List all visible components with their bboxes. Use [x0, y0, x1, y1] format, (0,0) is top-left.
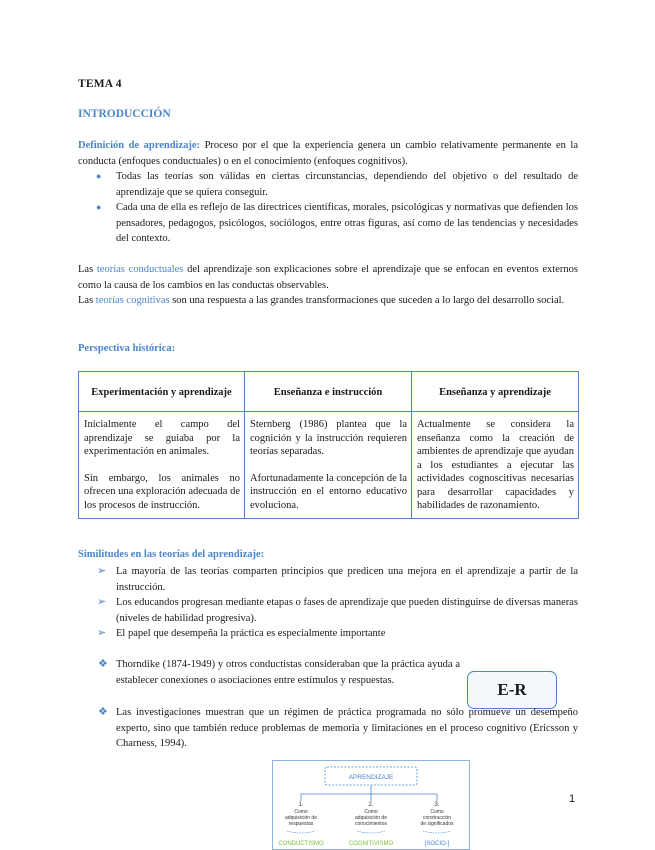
table-cell: Sternberg (1986) plantea que la cognición y la instrucción requieren teorías separadas. Afortunadamente la concepción de la instrucción en el entorno educativo evoluciona.	[245, 412, 412, 519]
diagram-label: COGNITIVISMO	[348, 841, 394, 847]
svg-text:de significados: de significados	[420, 821, 454, 827]
practica-item-1	[78, 657, 460, 688]
perspectiva-heading: Perspectiva histórica:	[78, 343, 176, 354]
page-number: 1	[569, 793, 576, 805]
svg-text:Como: Como	[430, 809, 444, 815]
svg-text:adquisición de: adquisición de	[285, 815, 317, 821]
learning-diagram	[272, 760, 470, 850]
table-header-cell: Enseñanza y aprendizaje	[412, 372, 579, 412]
cognitiva-sentence: Las teorías cognitivas son una respuesta a las grandes transformaciones que suceden a lo largo del desarrollo social.	[78, 295, 565, 306]
definition-paragraph	[78, 138, 578, 247]
page-title: TEMA 4	[78, 78, 122, 90]
list-item: ● Cada una de ella es reflejo de las directrices científicas, morales, psicológicas y normativas que defienden los pensadores, pedagogos, psicólogos, sociólogos, entre otras figuras, así como de las tendencias y necesidades del contexto.	[96, 202, 578, 244]
theories-paragraph	[78, 262, 578, 309]
svg-text:respuestas: respuestas	[288, 821, 314, 827]
table-cell: Inicialmente el campo del aprendizaje se guiaba por la experimentación en animales. Sin embargo, los animales no ofrecen una exploración adecuada de los procesos de instrucción.	[79, 412, 245, 519]
list-item: ➢ Los educandos progresan mediante etapas o fases de aprendizaje que pueden distinguirse de diversas maneras (niveles de habilidad progresiva).	[97, 596, 578, 624]
diamond-bullet-icon: ❖	[98, 658, 108, 670]
learning-diagram-svg	[273, 761, 469, 849]
arrow-bullet-icon: ➢	[97, 596, 107, 608]
arrow-bullet-icon: ➢	[97, 565, 107, 577]
diamond-bullet-icon: ❖	[98, 706, 108, 718]
conductual-sentence: Las teorías conductuales del aprendizaje son explicaciones sobre el aprendizaje que se enfocan en eventos externos como la causa de los cambios en las conductas observables.	[78, 264, 578, 291]
svg-text:1.: 1.	[298, 802, 304, 808]
diagram-node-2	[349, 802, 394, 847]
diagram-label: [SOCIO-]	[424, 841, 450, 847]
definition-label: Definición de aprendizaje:	[78, 140, 201, 151]
list-item: ➢ La mayoría de las teorías comparten principios que predicen una mejora en el aprendizaje a partir de la instrucción.	[97, 565, 578, 593]
bullet-dot-icon: ●	[96, 202, 102, 212]
svg-text:Como: Como	[364, 809, 378, 815]
svg-text:2.: 2.	[368, 802, 374, 808]
node-underline	[357, 831, 385, 833]
definition-bullet-list	[78, 169, 578, 247]
similitudes-heading: Similitudes en las teorías del aprendizaje:	[78, 549, 265, 560]
list-item: ➢ El papel que desempeña la práctica es especialmente importante	[78, 626, 578, 642]
list-item: ❖ Thorndike (1874-1949) y otros conductistas consideraban que la práctica ayuda a establecer conexiones o asociaciones entre estímulos y respuestas.	[98, 658, 460, 686]
definition-text: Proceso por el que la experiencia genera un cambio relativamente permanente en la conducta (enfoques conductuales) o en el conocimiento (enfoques cognitivos).	[78, 140, 578, 167]
intro-heading: INTRODUCCIÓN	[78, 108, 171, 120]
svg-text:3.: 3.	[434, 802, 440, 808]
diagram-node-3	[420, 802, 454, 847]
list-item: ❖ Las investigaciones muestran que un régimen de práctica programada no sólo promueve un desempeño experto, sino que también reduce problemas de memoria y limitaciones en el proceso cognitivo (Ericsson y Charness, 1994).	[98, 706, 578, 749]
node-underline	[423, 831, 451, 833]
bullet-dot-icon: ●	[96, 171, 102, 181]
table-row	[79, 412, 579, 519]
perspectiva-table	[78, 371, 579, 519]
er-box: E-R	[467, 671, 557, 709]
similitudes-list-wrap	[78, 564, 578, 642]
diagram-root: APRENDIZAJE	[348, 774, 394, 781]
arrow-bullet-icon: ➢	[97, 627, 107, 639]
table-header-row	[79, 372, 579, 412]
node-underline	[287, 831, 315, 833]
svg-text:construcción: construcción	[422, 815, 452, 821]
table-header-cell: Enseñanza e instrucción	[245, 372, 412, 412]
conductual-link[interactable]: teorías conductuales	[96, 264, 184, 275]
svg-text:Como: Como	[294, 809, 308, 815]
table-cell: Actualmente se considera la enseñanza como la creación de ambientes de aprendizaje que ayudan a los estudiantes a ejecutar las actividades cognoscitivas necesarias para desarrollar capacidades y habilidades de razonamiento.	[412, 412, 579, 519]
table-header-cell: Experimentación y aprendizaje	[79, 372, 245, 412]
diagram-label: CONDUCTISMO	[278, 841, 324, 847]
svg-text:adquisición de: adquisición de	[355, 815, 387, 821]
list-item: ● Todas las teorías son válidas en ciertas circunstancias, dependiendo del objetivo o del resultado de aprendizaje que se quiera conseguir.	[96, 171, 578, 198]
similitudes-list	[78, 564, 578, 642]
diagram-node-1	[278, 802, 324, 847]
cognitiva-link[interactable]: teorías cognitivas	[95, 295, 170, 306]
svg-text:conocimientos: conocimientos	[355, 821, 387, 827]
practica-item-2	[78, 705, 578, 752]
